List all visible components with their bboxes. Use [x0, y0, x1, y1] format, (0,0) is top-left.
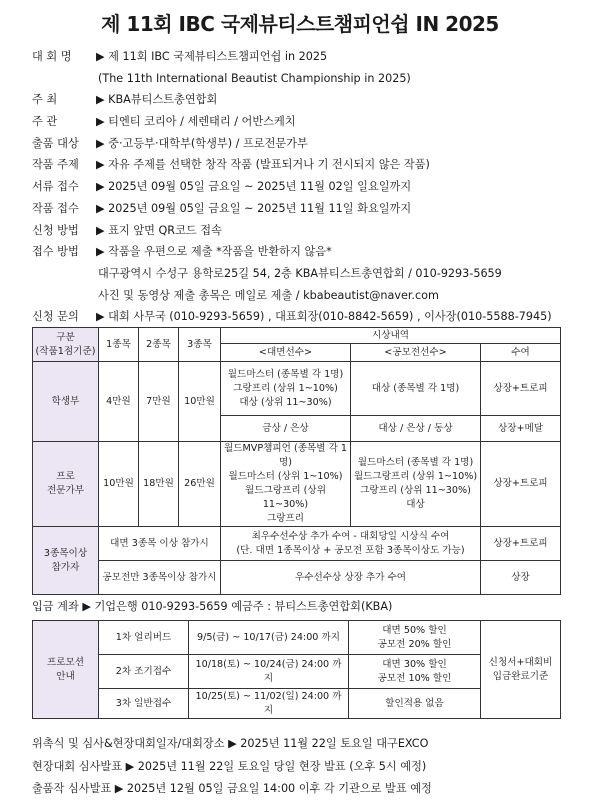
student-division: 학생부 [33, 362, 99, 442]
multi-face-desc: 최우수선수상 추가 수여 - 대회당일 시상식 수여 (단. 대면 1종목이상 + 공모전 포함 3종목이상도 가능) [221, 527, 481, 561]
info-section [32, 46, 592, 328]
info-label: 대 회 명 [32, 50, 72, 63]
promo-stage-2: 2차 조기접수 [99, 655, 189, 689]
multi-contest-label: 공모전만 3종목이상 참가시 [99, 561, 221, 595]
promo-stage-3: 3차 일반접수 [99, 689, 189, 719]
pro-fee-1: 10만원 [99, 442, 139, 527]
promo-note: 신청서+대회비 입금완료기준 [481, 621, 561, 719]
info-value: ▶ 제 11회 IBC 국제뷰티스트챔피언쉽 in 2025 [96, 50, 328, 63]
student-award-type-2: 상장+메달 [481, 416, 561, 442]
award-table [32, 327, 561, 595]
info-value: ▶ 중·고등부·대학부(학생부) / 프로전문가부 [96, 136, 308, 150]
info-value: ▶ KBA뷰티스트총연합회 [96, 93, 218, 107]
info-row-apply-method [32, 220, 592, 242]
info-value: ▶ 티엔티 코리아 / 세렌태리 / 어반스케치 [96, 115, 296, 129]
promo-period-2: 10/18(토) ~ 10/24(금) 24:00 까지 [189, 655, 349, 689]
info-label: 신청 문의 [32, 310, 79, 324]
info-address: 대구광역시 수성구 용학로25길 54, 2층 KBA뷰티스트총연합회 / 010-9293-5659 [98, 266, 502, 280]
header-presentation: 수여 [481, 344, 561, 362]
promo-table [32, 620, 561, 719]
promo-stage-1: 1차 얼리버드 [99, 621, 189, 655]
ceremony-schedule: 위촉식 및 심사&현장대회일자/대회장소 ▶ 2025년 11월 22일 토요일 대구EXCO [32, 737, 429, 750]
pro-face-awards: 월드MVP챔피언 (종목별 각 1명) 월드마스터 (상위 1~10%) 월드그랑프리 (상위 11~30%) 그랑프리 [221, 442, 351, 527]
header-face-player: <대면선수> [221, 344, 351, 362]
info-value: ▶ 표지 앞면 QR코드 접속 [96, 223, 222, 237]
info-label: 작품 주제 [32, 158, 79, 172]
student-fee-2: 7만원 [139, 362, 179, 442]
info-label: 서류 접수 [32, 180, 79, 194]
header-2-event: 2종목 [139, 328, 179, 362]
multi-division: 3종목이상 참가자 [33, 527, 99, 595]
pro-division: 프로 전문가부 [33, 442, 99, 527]
info-label: 주 최 [32, 93, 58, 107]
info-row-target [32, 133, 592, 155]
pro-award-type: 상장+트로피 [481, 442, 561, 527]
multi-contest-desc: 우수선수상 상장 추가 수여 [221, 561, 481, 595]
info-row-theme [32, 154, 592, 176]
student-face-awards: 월드마스터 (종목별 각 1명) 그랑프리 (상위 1~10%) 대상 (상위 11~30%) [221, 362, 351, 416]
pro-fee-2: 18만원 [139, 442, 179, 527]
info-value: ▶ 2025년 09월 05일 금요일 ~ 2025년 11월 02일 일요일까지 [96, 180, 412, 194]
info-label: 신청 방법 [32, 223, 79, 237]
student-contest-awards-2: 대상 / 은상 / 동상 [351, 416, 481, 442]
promo-discount-2: 대면 30% 할인 공모전 10% 할인 [349, 655, 481, 689]
header-awards: 시상내역 [221, 328, 561, 344]
student-fee-3: 10만원 [179, 362, 221, 442]
promo-period-1: 9/5(금) ~ 10/17(금) 24:00 까지 [189, 621, 349, 655]
info-row-submit-method [32, 241, 592, 263]
pro-contest-awards: 월드마스터 (종목별 각 1명) 월드그랑프리 (상위 1~10%) 그랑프리 (상위 11~30%) 대상 [351, 442, 481, 527]
info-label: 작품 접수 [32, 201, 79, 215]
student-award-type: 상장+트로피 [481, 362, 561, 416]
info-email: 사진 및 동영상 제출 총목은 메일로 제출 / kbabeautist@naver.com [98, 288, 439, 302]
promo-discount-1: 대면 50% 할인 공모전 20% 할인 [349, 621, 481, 655]
info-value: ▶ 대회 사무국 (010-9293-5659) , 대표회장(010-8842-5659) , 이사장(010-5588-7945) [96, 310, 552, 324]
info-row-contact [32, 306, 592, 328]
info-row-host [32, 89, 592, 111]
info-value: ▶ 2025년 09월 05일 금요일 ~ 2025년 11월 11일 화요일까지 [96, 201, 412, 215]
header-contest-player: <공모전선수> [351, 344, 481, 362]
info-label: 출품 대상 [32, 136, 79, 150]
entry-result-announcement: 출품작 심사발표 ▶ 2025년 12월 05일 금요일 14:00 이후 각 기관으로 발표 예정 [32, 782, 432, 795]
schedule-notes [32, 733, 432, 801]
promo-label: 프로모션 안내 [33, 621, 99, 719]
onsite-result-announcement: 현장대회 심사발표 ▶ 2025년 11월 22일 토요일 당일 현장 발표 (오후 5시 예정) [32, 759, 427, 773]
info-row-name [32, 46, 592, 68]
info-row-doc-period [32, 176, 592, 198]
info-row-organizer [32, 111, 592, 133]
student-face-awards-2: 금상 / 은상 [221, 416, 351, 442]
promo-discount-3: 할인적용 없음 [349, 689, 481, 719]
header-1-event: 1종목 [99, 328, 139, 362]
pro-fee-3: 26만원 [179, 442, 221, 527]
multi-contest-award: 상장 [481, 561, 561, 595]
info-label: 접수 방법 [32, 245, 79, 259]
info-label: 주 관 [32, 115, 58, 129]
multi-face-label: 대면 3종목 이상 참가시 [99, 527, 221, 561]
multi-face-award: 상장+트로피 [481, 527, 561, 561]
bank-account: 입금 계좌 ▶ 기업은행 010-9293-5659 예금주 : 뷰티스트총연합회(KBA) [32, 600, 393, 613]
header-3-event: 3종목 [179, 328, 221, 362]
info-subline: (The 11th International Beautist Championship in 2025) [98, 71, 411, 85]
info-value: ▶ 자유 주제를 선택한 창작 작품 (발표되거나 기 전시되지 않은 작품) [96, 158, 430, 172]
student-contest-awards: 대상 (종목별 각 1명) [351, 362, 481, 416]
info-value: ▶ 작품을 우편으로 제출 *작품을 반환하지 않음* [96, 245, 332, 259]
student-fee-1: 4만원 [99, 362, 139, 442]
page-title: 제 11회 IBC 국제뷰티스트챔피언쉽 IN 2025 [101, 12, 499, 36]
info-row-work-period [32, 198, 592, 220]
promo-period-3: 10/25(토) ~ 11/02(일) 24:00 까지 [189, 689, 349, 719]
header-category: 구분 (작품1점기준) [33, 328, 99, 362]
